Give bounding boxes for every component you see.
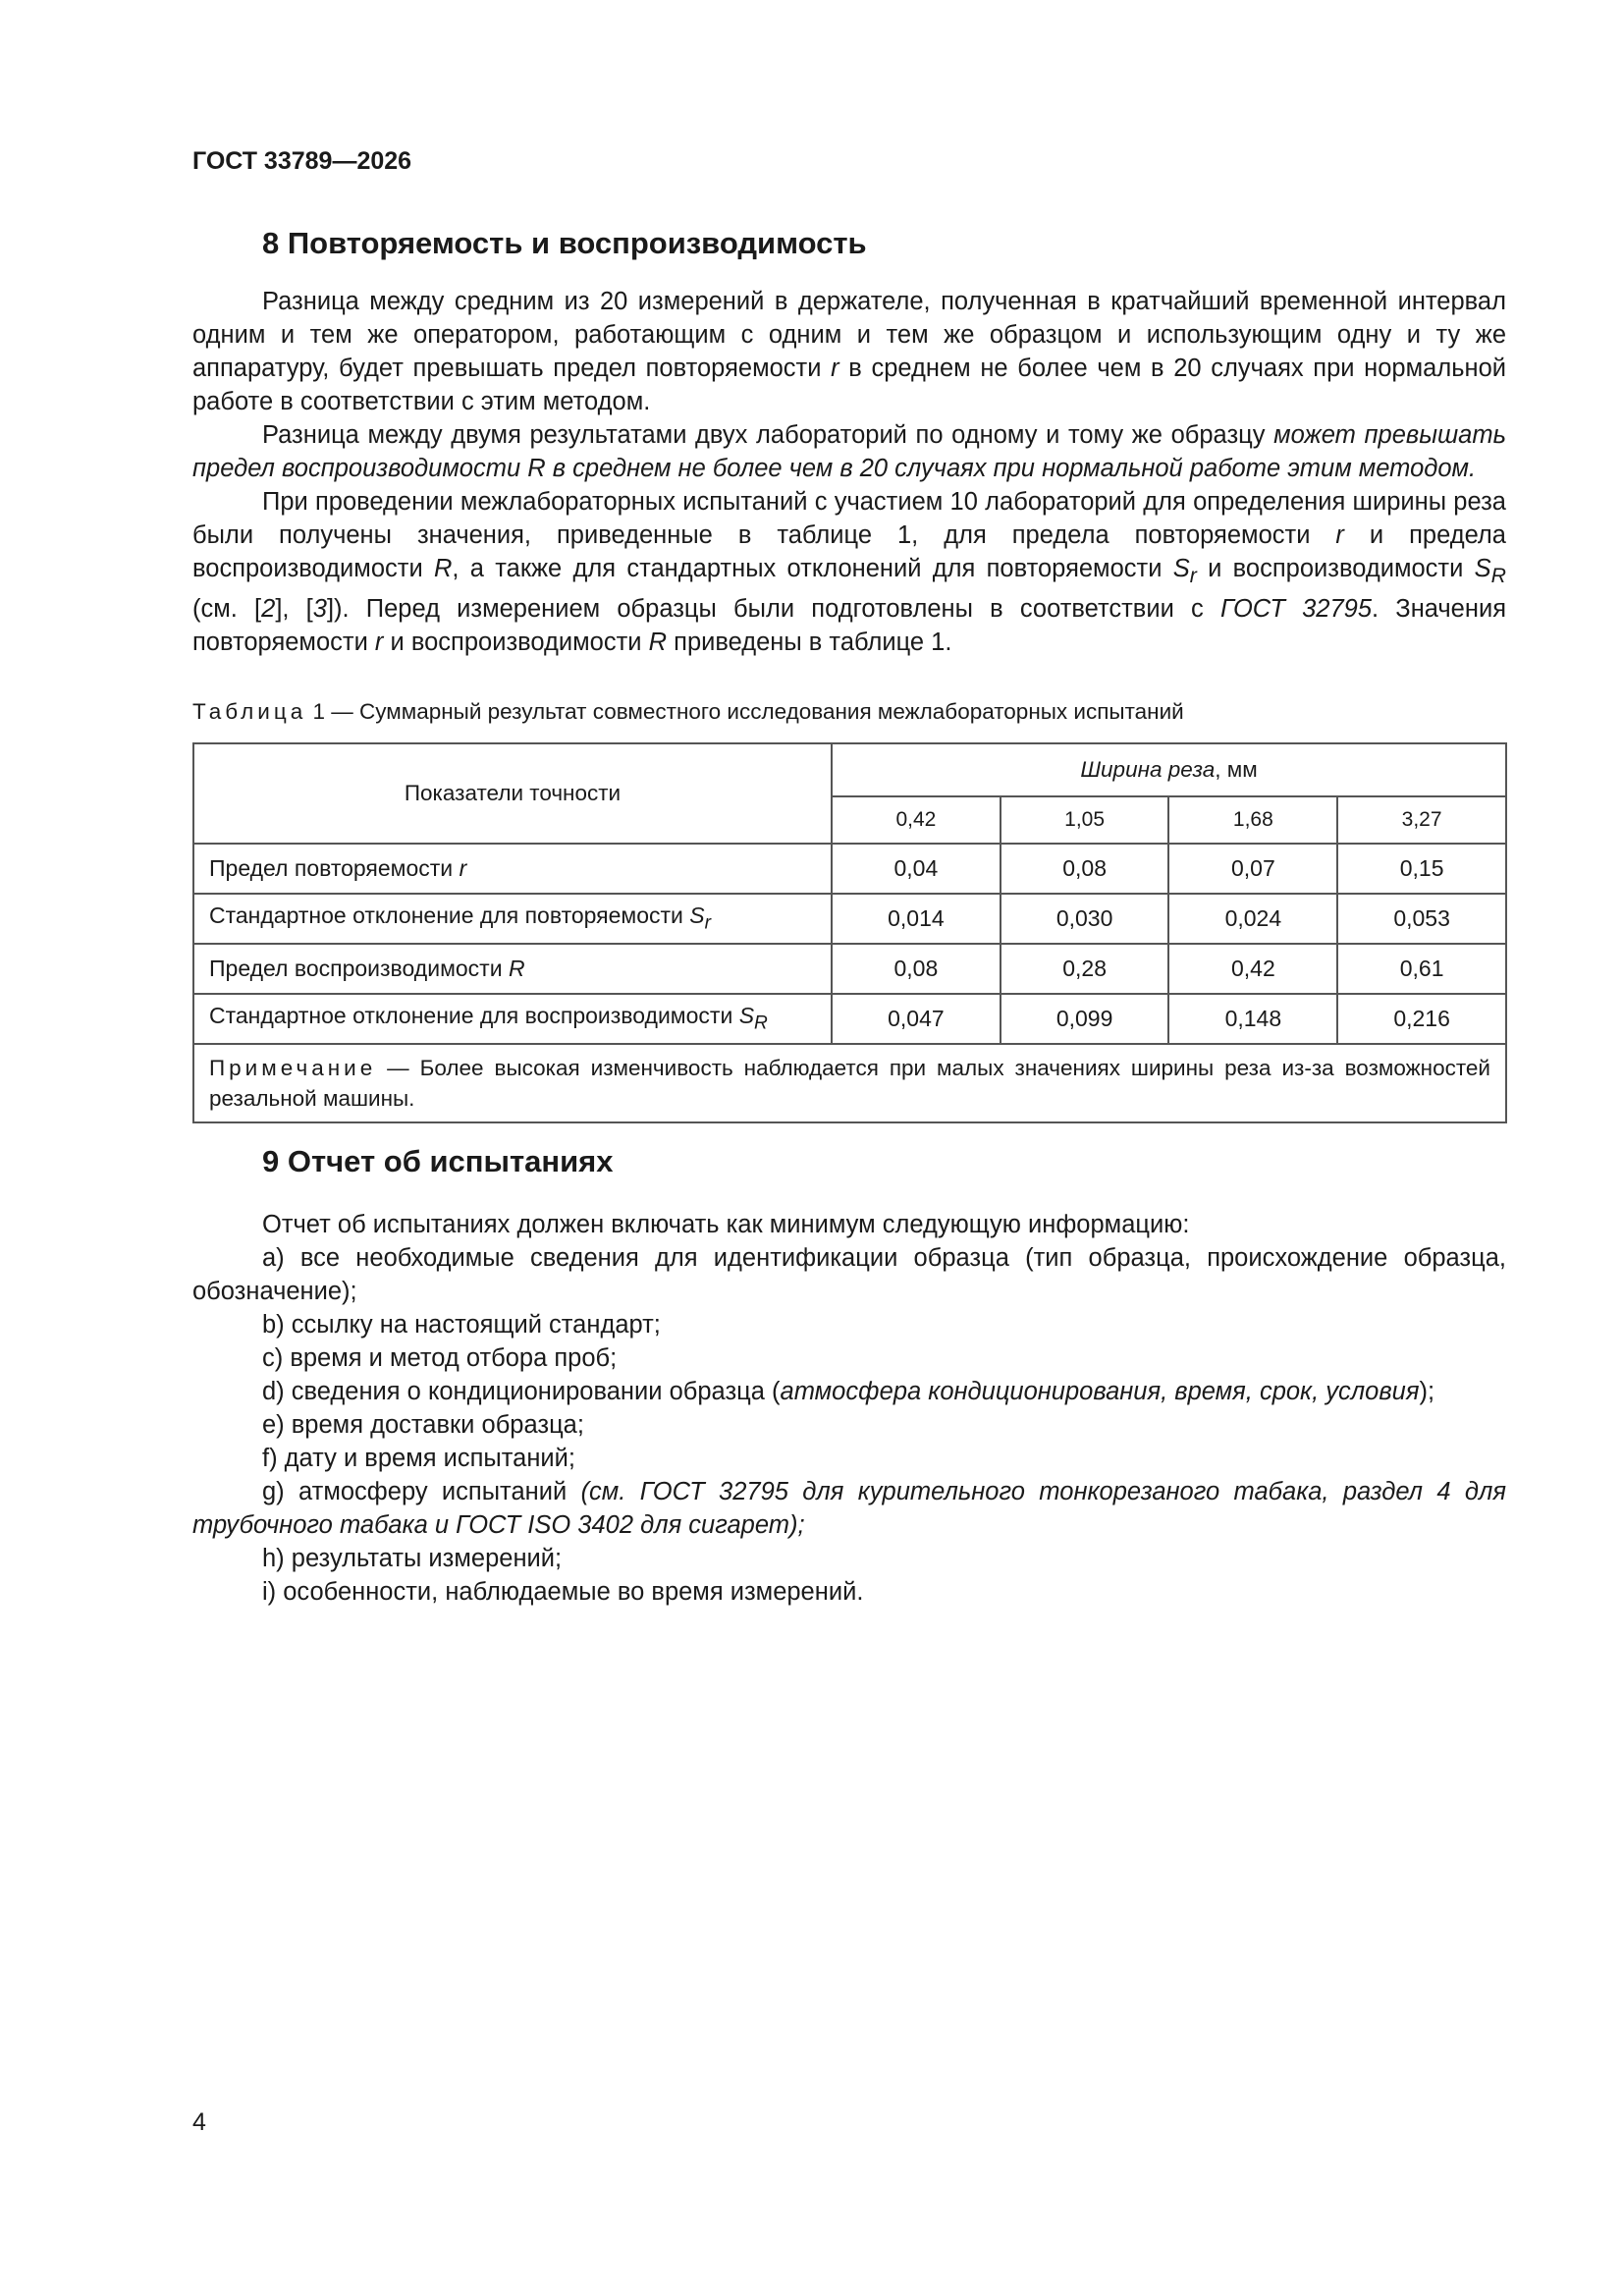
paragraph-reproducibility: Разница между двумя результатами двух лабораторий по одному и тому же образцу может превышать предел воспроизводимости R в среднем не более чем в 20 случаях при нормальной работе этим методом. [192,421,1506,482]
list-item: d) сведения о кондиционировании образца (атмосфера кондиционирования, время, срок, условия); [262,1378,1435,1405]
list-item: c) время и метод отбора проб; [262,1344,618,1372]
page-number: 4 [192,2108,206,2136]
column-header: 0,42 [832,796,1001,844]
table-cell: 0,28 [1001,944,1169,994]
table-cell: 0,024 [1168,894,1337,944]
header-cut-width: Ширина реза, мм [832,743,1506,796]
list-item: g) атмосферу испытаний (см. ГОСТ 32795 для курительного тонкорезаного табака, раздел 4 для трубочного табака и ГОСТ ISO 3402 для сигарет); [192,1478,1507,1539]
table-cell: 0,030 [1001,894,1169,944]
paragraph-repeatability: Разница между средним из 20 измерений в держателе, полученная в кратчайший временной интервал одним и тем же оператором, работающим с одним и тем же образцом и использующим одну и ту же аппаратуру, будет превышать предел повторяемости r в среднем не более чем в 20 случаях при нормальной работе в соответствии с этим методом. [192,288,1506,415]
table-row [193,944,1506,994]
section-8-heading: 8 Повторяемость и воспроизводимость [262,226,867,260]
column-header: 1,68 [1168,796,1337,844]
document-id: ГОСТ 33789—2026 [192,147,412,175]
table-cell: 0,014 [832,894,1001,944]
row-label: Предел воспроизводимости R [193,944,832,994]
list-item: a) все необходимые сведения для идентификации образца (тип образца, происхождение образца, обозначение); [192,1244,1506,1305]
row-label: Стандартное отклонение для воспроизводимости $S_R$ [193,994,832,1044]
table-cell: 0,047 [832,994,1001,1044]
table-cell: 0,216 [1337,994,1506,1044]
table-cell: 0,08 [1001,844,1169,894]
table-cell: 0,07 [1168,844,1337,894]
table-cell: 0,148 [1168,994,1337,1044]
list-item: h) результаты измерений; [262,1545,563,1572]
paragraph-interlab: При проведении межлабораторных испытаний с участием 10 лабораторий для определения ширины реза были получены значения, приведенные в таблице 1, для предела повторяемости r и предела воспроизводимости R, а также для стандартных отклонений для повторяемости $S_r$ и воспроизводимости $S_R$ (см. [2], [3]). Перед измерением образцы были подготовлены в соответствии с ГОСТ 32795. Значения повторяемости r и воспроизводимости R приведены в таблице 1. [192,488,1507,657]
table-note: Примечание — Более высокая изменчивость наблюдается при малых значениях ширины реза из-за возможностей резальной машины. [193,1044,1506,1122]
table-cell: 0,04 [832,844,1001,894]
column-header: 3,27 [1337,796,1506,844]
table-cell: 0,61 [1337,944,1506,994]
list-item: b) ссылку на настоящий стандарт; [262,1311,661,1339]
section-9-heading: 9 Отчет об испытаниях [262,1144,614,1178]
column-header: 1,05 [1001,796,1169,844]
table-cell: 0,08 [832,944,1001,994]
report-intro: Отчет об испытаниях должен включать как минимум следующую информацию: [262,1211,1190,1238]
section-9-body [192,1208,1506,1609]
row-label: Предел повторяемости r [193,844,832,894]
table-row [193,894,1506,944]
row-label: Стандартное отклонение для повторяемости $S_r$ [193,894,832,944]
precision-table [192,742,1507,1123]
table-cell: 0,099 [1001,994,1169,1044]
table-cell: 0,42 [1168,944,1337,994]
list-item: f) дату и время испытаний; [262,1445,575,1472]
section-8-body [192,285,1506,659]
table-row [193,844,1506,894]
table-row [193,994,1506,1044]
table-cell: 0,15 [1337,844,1506,894]
table-cell: 0,053 [1337,894,1506,944]
list-item: e) время доставки образца; [262,1411,584,1439]
list-item: i) особенности, наблюдаемые во время измерений. [262,1578,864,1606]
table-caption: Таблица 1 — Суммарный результат совместного исследования межлабораторных испытаний [192,699,1184,724]
header-indicators: Показатели точности [193,743,832,844]
